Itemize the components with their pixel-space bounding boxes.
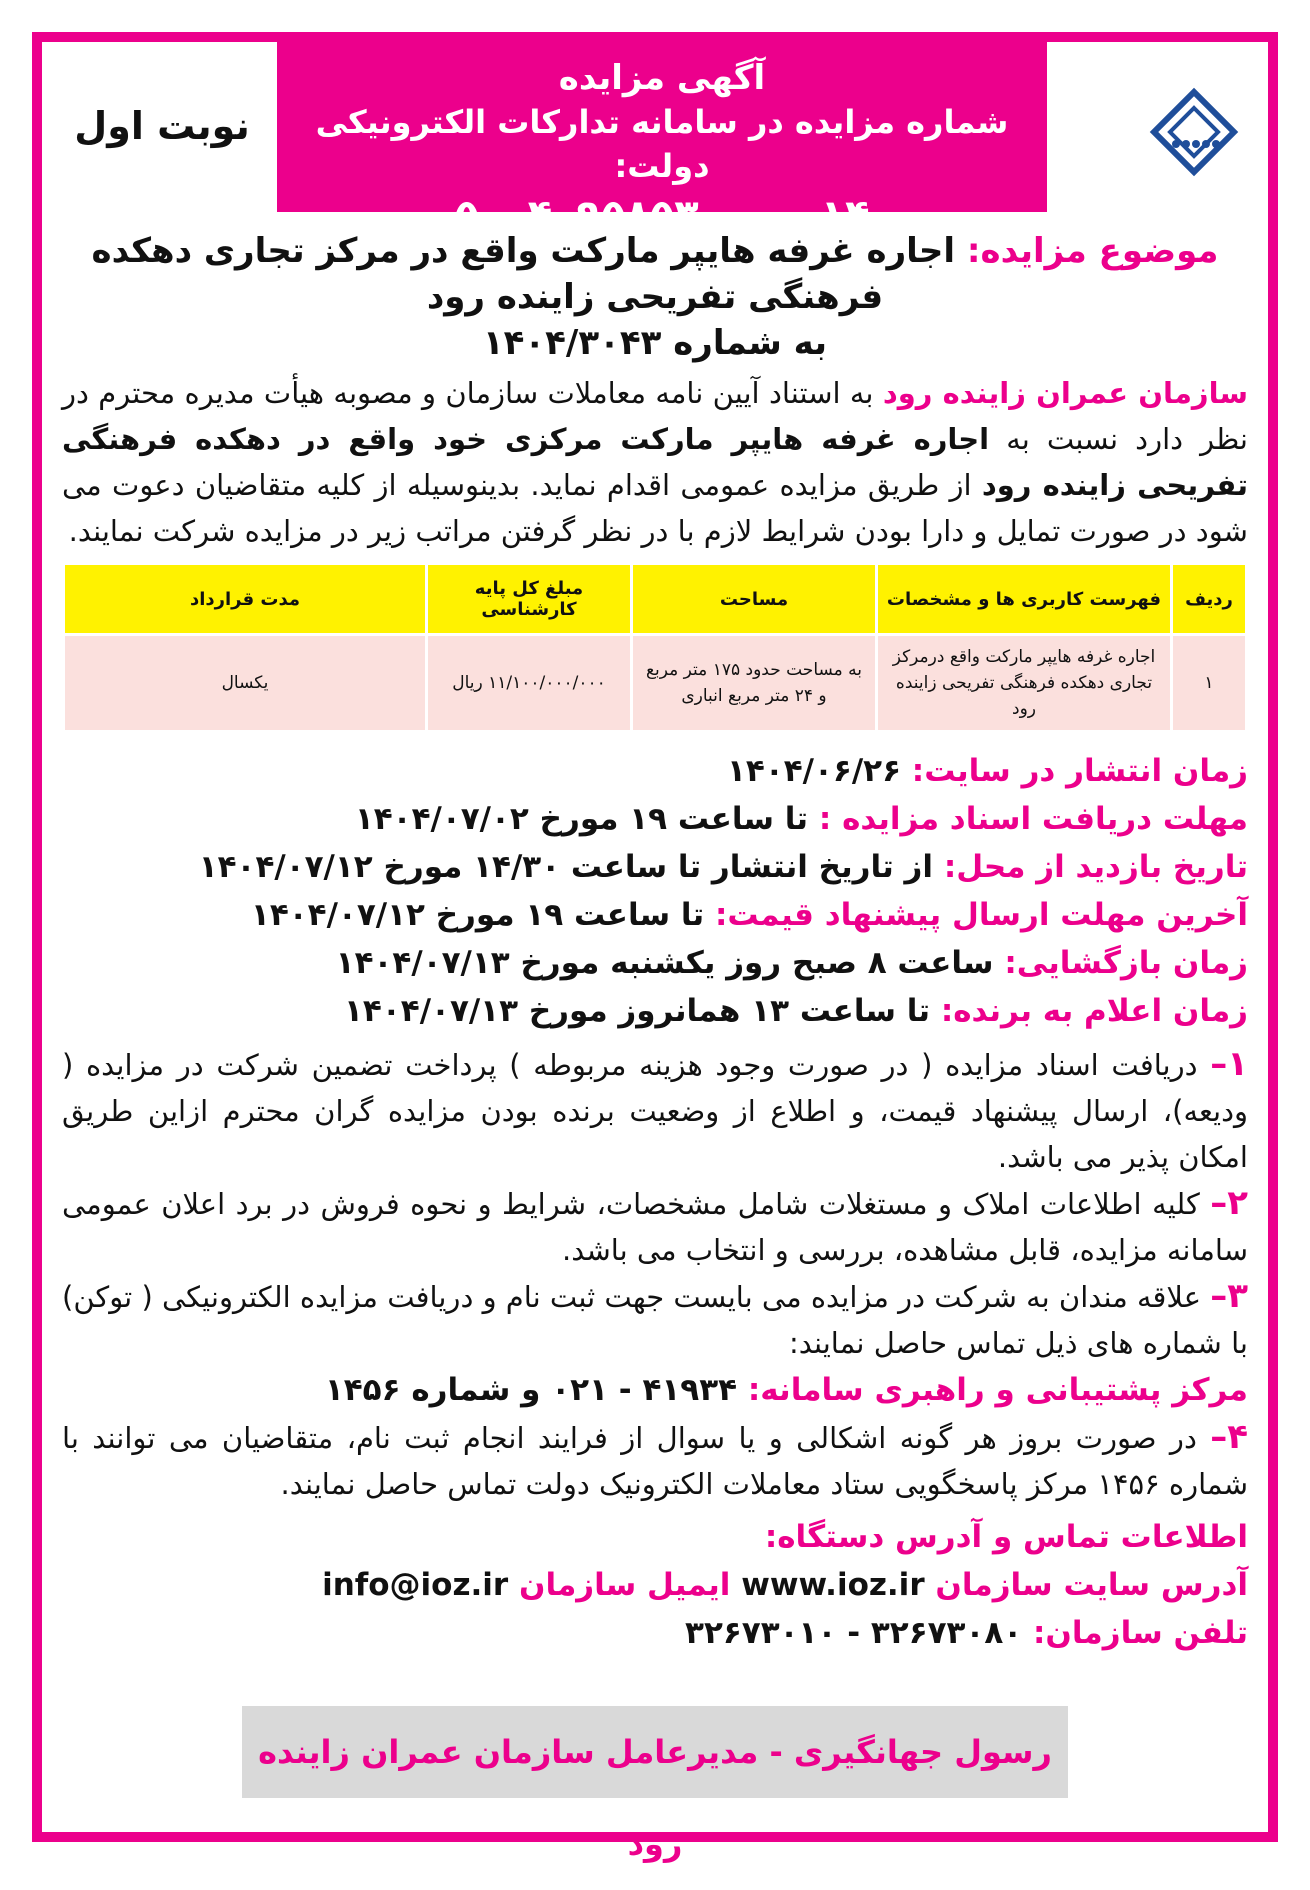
announcement-subtitle: شماره مزایده در سامانه تدارکات الکترونیکی دولت: bbox=[315, 103, 1009, 185]
note-1 bbox=[62, 1041, 1248, 1180]
col-row: ردیف bbox=[1172, 564, 1247, 635]
support-label: مرکز پشتیبانی و راهبری سامانه: bbox=[747, 1372, 1248, 1408]
content bbox=[62, 220, 1248, 1657]
intro-part1: به استناد آیین نامه معاملات سازمان و مصوبه هیأت مدیره محترم در نظر دارد نسبت به bbox=[62, 376, 1248, 456]
contact-web bbox=[62, 1561, 1248, 1609]
note-2 bbox=[62, 1180, 1248, 1273]
subject-text: اجاره غرفه هایپر مارکت واقع در مرکز تجاری دهکده فرهنگی تفریحی زاینده رود bbox=[91, 231, 956, 317]
winner-date bbox=[62, 987, 1248, 1035]
subject bbox=[62, 228, 1248, 366]
announcement-title: آگهی مزایده bbox=[558, 58, 766, 98]
docs-deadline bbox=[62, 795, 1248, 843]
note-3 bbox=[62, 1273, 1248, 1366]
offer-label: آخرین مهلت ارسال پیشنهاد قیمت: bbox=[714, 897, 1248, 933]
offer-value: تا ساعت ۱۹ مورخ ۱۴۰۴/۰۷/۱۲ bbox=[250, 897, 705, 933]
note-4 bbox=[62, 1414, 1248, 1507]
visit-value: از تاریخ انتشار تا ساعت ۱۴/۳۰ مورخ ۱۴۰۴/۰۷/۱۲ bbox=[198, 849, 934, 885]
note-1-number: ۱– bbox=[1210, 1044, 1248, 1084]
contact-section bbox=[62, 1513, 1248, 1657]
col-description: فهرست کاربری ها و مشخصات bbox=[877, 564, 1172, 635]
note-4-number: ۴– bbox=[1210, 1417, 1249, 1457]
cell-price: ۱۱/۱۰۰/۰۰۰/۰۰۰ ریال bbox=[427, 635, 632, 732]
cell-row: ۱ bbox=[1172, 635, 1247, 732]
notes-section bbox=[62, 1041, 1248, 1507]
note-3-number: ۳– bbox=[1210, 1276, 1248, 1316]
email-label: ایمیل سازمان bbox=[519, 1567, 731, 1603]
winner-value: تا ساعت ۱۳ همانروز مورخ ۱۴۰۴/۰۷/۱۳ bbox=[344, 993, 931, 1029]
winner-label: زمان اعلام به برنده: bbox=[940, 993, 1248, 1029]
phone-value: ۳۲۶۷۳۰۸۰ - ۳۲۶۷۳۰۱۰ bbox=[685, 1615, 1023, 1651]
cell-duration: یکسال bbox=[64, 635, 427, 732]
intro-part2: از طریق مزایده عمومی اقدام نماید. بدینوسیله از کلیه متقاضیان دعوت می شود در صورت تمایل و دارا بودن شرایط لازم با در نظر گرفتن مراتب زیر در مزایده شرکت نمایند. bbox=[62, 468, 1248, 548]
subject-label: موضوع مزایده: bbox=[966, 231, 1219, 271]
note-2-text: کلیه اطلاعات املاک و مستغلات شامل مشخصات، شرایط و نحوه فروش در برد اعلان عمومی سامانه مزایده، قابل مشاهده، بررسی و انتخاب می باشد. bbox=[62, 1187, 1248, 1267]
note-4-text: در صورت بروز هر گونه اشکالی و یا سوال از فرایند انجام ثبت نام، متقاضیان می توانند با شماره ۱۴۵۶ مرکز پاسخگویی ستاد معاملات الکترونیک دولت تماس حاصل نمایند. bbox=[62, 1421, 1248, 1501]
intro-paragraph bbox=[62, 370, 1248, 554]
note-3-text: علاقه مندان به شرکت در مزایده می بایست جهت ثبت نام و دریافت مزایده الکترونیکی ( توکن) با شماره های ذیل تماس حاصل نمایند: bbox=[62, 1280, 1248, 1360]
opening-date bbox=[62, 939, 1248, 987]
contact-heading-text: اطلاعات تماس و آدرس دستگاه: bbox=[764, 1519, 1248, 1555]
visit-label: تاریخ بازدید از محل: bbox=[943, 849, 1248, 885]
col-area: مساحت bbox=[632, 564, 877, 635]
opening-label: زمان بازگشایی: bbox=[1004, 945, 1248, 981]
announcement-frame bbox=[32, 32, 1278, 1863]
support-value: ۴۱۹۳۴ - ۰۲۱ و شماره ۱۴۵۶ bbox=[324, 1372, 738, 1408]
site-link[interactable]: www.ioz.ir bbox=[741, 1567, 925, 1603]
subject-number: به شماره ۱۴۰۴/۳۰۴۳ bbox=[482, 323, 828, 363]
org-name: سازمان عمران زاینده رود bbox=[882, 376, 1248, 410]
cell-area: به مساحت حدود ۱۷۵ متر مربع و ۲۴ متر مربع انباری bbox=[632, 635, 877, 732]
email-link[interactable]: info@ioz.ir bbox=[322, 1567, 509, 1603]
turn-label: نوبت اول bbox=[74, 104, 250, 148]
publish-label: زمان انتشار در سایت: bbox=[911, 753, 1248, 789]
publish-date bbox=[62, 747, 1248, 795]
header bbox=[42, 42, 1268, 238]
auction-number: ۵۰۰۴۰۹۵۸۵۳۰۰۰۰۰۱۴ bbox=[454, 192, 870, 238]
cell-description: اجاره غرفه هایپر مارکت واقع درمرکز تجاری دهکده فرهنگی تفریحی زاینده رود bbox=[877, 635, 1172, 732]
signature-footer: رسول جهانگیری - مدیرعامل سازمان عمران زاینده رود bbox=[242, 1706, 1068, 1798]
offer-deadline bbox=[62, 891, 1248, 939]
support-center bbox=[62, 1366, 1248, 1414]
contact-heading bbox=[62, 1513, 1248, 1561]
docs-label: مهلت دریافت اسناد مزایده : bbox=[818, 801, 1248, 837]
visit-date bbox=[62, 843, 1248, 891]
site-label: آدرس سایت سازمان bbox=[935, 1567, 1248, 1603]
table-header-row bbox=[64, 564, 1247, 635]
col-duration: مدت قرارداد bbox=[64, 564, 427, 635]
title-banner bbox=[277, 42, 1047, 238]
publish-value: ۱۴۰۴/۰۶/۲۶ bbox=[726, 753, 901, 789]
note-2-number: ۲– bbox=[1210, 1183, 1249, 1223]
docs-value: تا ساعت ۱۹ مورخ ۱۴۰۴/۰۷/۰۲ bbox=[354, 801, 809, 837]
intro-bold: اجاره غرفه هایپر مارکت مرکزی خود واقع در دهکده فرهنگی تفریحی زاینده رود bbox=[62, 422, 1248, 502]
organization-logo-icon bbox=[1044, 82, 1244, 202]
phone-label: تلفن سازمان: bbox=[1033, 1615, 1248, 1651]
dates-section bbox=[62, 747, 1248, 1035]
note-1-text: دریافت اسناد مزایده ( در صورت وجود هزینه مربوطه ) پرداخت تضمین شرکت در مزایده ( ودیعه)، ارسال پیشنهاد قیمت، و اطلاع از وضعیت برنده بودن مزایده گران محترم ازاین طریق امکان پذیر می باشد. bbox=[62, 1048, 1248, 1174]
table-row bbox=[64, 635, 1247, 732]
col-price: مبلغ کل پایه کارشناسی bbox=[427, 564, 632, 635]
contact-phone bbox=[62, 1609, 1248, 1657]
opening-value: ساعت ۸ صبح روز یکشنبه مورخ ۱۴۰۴/۰۷/۱۳ bbox=[335, 945, 994, 981]
items-table bbox=[62, 562, 1248, 733]
